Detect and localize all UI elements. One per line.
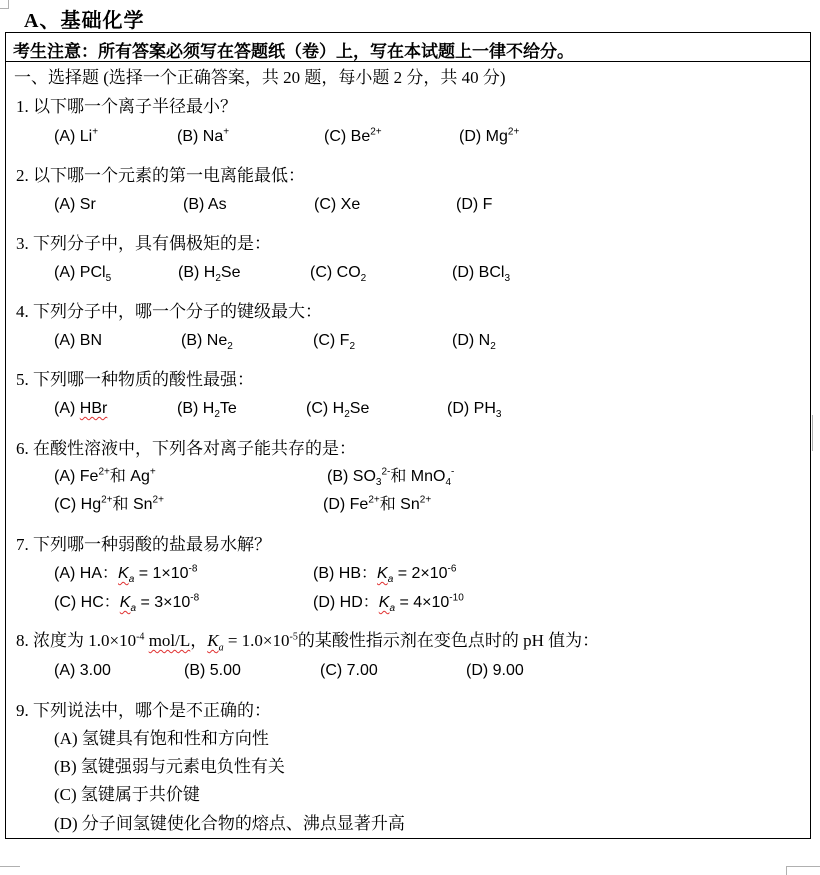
q2-option-d[interactable]: (D) F <box>456 196 493 213</box>
page-corner-mark <box>0 0 9 9</box>
q6-option-a[interactable]: (A) $Fe^{2+}$和 Ag+ <box>54 466 156 485</box>
q2-option-c[interactable]: (C) Xe <box>314 196 361 213</box>
section-title: A、基础化学 <box>24 10 145 32</box>
question-9-stem: 9. 下列说法中，哪个是不正确的： <box>16 701 271 720</box>
q5-option-d[interactable]: (D) $PH_3$ <box>447 400 502 421</box>
q9-option-d[interactable]: (D) 分子间氢键使化合物的熔点、沸点显著升高 <box>54 814 405 833</box>
q2-option-a[interactable]: (A) Sr <box>54 196 96 213</box>
q9-option-b[interactable]: (B) 氢键强弱与元素电负性有关 <box>54 757 285 776</box>
question-1-stem: 1. 以下哪一个离子半径最小？ <box>16 97 237 116</box>
q6-option-d[interactable]: (D) $Fe^{2+}$和 $Sn^{2+}$ <box>323 494 432 513</box>
q1-option-a[interactable]: (A) Li+ <box>54 126 99 145</box>
q3-option-b[interactable]: (B) $H_2Se$ <box>178 264 241 285</box>
q3-option-a[interactable]: (A) PCl$_5$ <box>54 264 112 285</box>
q6-option-b[interactable]: (B) $SO_3^{2-}$和 MnO$_4$- <box>327 466 455 489</box>
q3-option-d[interactable]: (D) BCl$_3$ <box>452 264 510 285</box>
page-edge-mark <box>812 415 820 451</box>
question-2-stem: 2. 以下哪一个元素的第一电离能最低： <box>16 166 305 185</box>
q7-option-c[interactable]: (C) HC：$K_a = 3\times 10^{-8}$ <box>54 592 200 615</box>
q1-option-c[interactable]: (C) $Be^{2+}$ <box>324 126 382 145</box>
q4-option-c[interactable]: (C) $F_2$ <box>313 332 355 353</box>
q5-option-c[interactable]: (C) $H_2Se$ <box>306 400 370 421</box>
q8-option-d[interactable]: (D) 9.00 <box>466 662 524 679</box>
q2-option-b[interactable]: (B) As <box>183 196 227 213</box>
question-7-stem: 7. 下列哪一种弱酸的盐最易水解？ <box>16 535 271 554</box>
q7-option-d[interactable]: (D) HD：$K_a = 4\times 10^{-10}$ <box>313 592 464 615</box>
question-6-stem: 6. 在酸性溶液中，下列各对离子能共存的是： <box>16 439 356 458</box>
q8-option-b[interactable]: (B) 5.00 <box>184 662 241 679</box>
question-5-stem: 5. 下列哪一种物质的酸性最强： <box>16 370 254 389</box>
q8-option-a[interactable]: (A) 3.00 <box>54 662 111 679</box>
q8-option-c[interactable]: (C) 7.00 <box>320 662 378 679</box>
q9-option-a[interactable]: (A) 氢键具有饱和性和方向性 <box>54 729 269 748</box>
q1-option-d[interactable]: (D) $Mg^{2+}$ <box>459 126 520 145</box>
q3-option-c[interactable]: (C) $CO_2$ <box>310 264 367 285</box>
q4-option-a[interactable]: (A) BN <box>54 332 102 349</box>
question-3-stem: 3. 下列分子中，具有偶极矩的是： <box>16 234 271 253</box>
question-8-stem: 8. 浓度为 $1.0\times 10^{-4}$ mol/L，$K_a = 1.0\times 10^{-5}$的某酸性指示剂在变色点时的 pH 值为： <box>16 631 600 654</box>
q4-option-b[interactable]: (B) $Ne_2$ <box>181 332 233 353</box>
notice-banner <box>5 32 811 62</box>
q4-option-d[interactable]: (D) $N_2$ <box>452 332 496 353</box>
q7-option-a[interactable]: (A) HA：$K_a = 1\times 10^{-8}$ <box>54 563 198 586</box>
notice-text: 考生注意：所有答案必须写在答题纸（卷）上，写在本试题上一律不给分。 <box>13 42 574 61</box>
q5-option-b[interactable]: (B) $H_2Te$ <box>177 400 237 421</box>
q6-option-c[interactable]: (C) $Hg^{2+}$和 $Sn^{2+}$ <box>54 494 164 513</box>
question-4-stem: 4. 下列分子中，哪一个分子的键级最大： <box>16 302 322 321</box>
q7-option-b[interactable]: (B) HB：$K_a = 2\times 10^{-6}$ <box>313 563 457 586</box>
q5-option-a[interactable]: (A) HBr <box>54 400 108 417</box>
q9-option-c[interactable]: (C) 氢键属于共价键 <box>54 785 200 804</box>
q1-option-b[interactable]: (B) Na+ <box>177 126 230 145</box>
instructions: 一、选择题 (选择一个正确答案，共 20 题，每小题 2 分，共 40 分) <box>14 68 506 87</box>
question-panel <box>5 61 811 839</box>
